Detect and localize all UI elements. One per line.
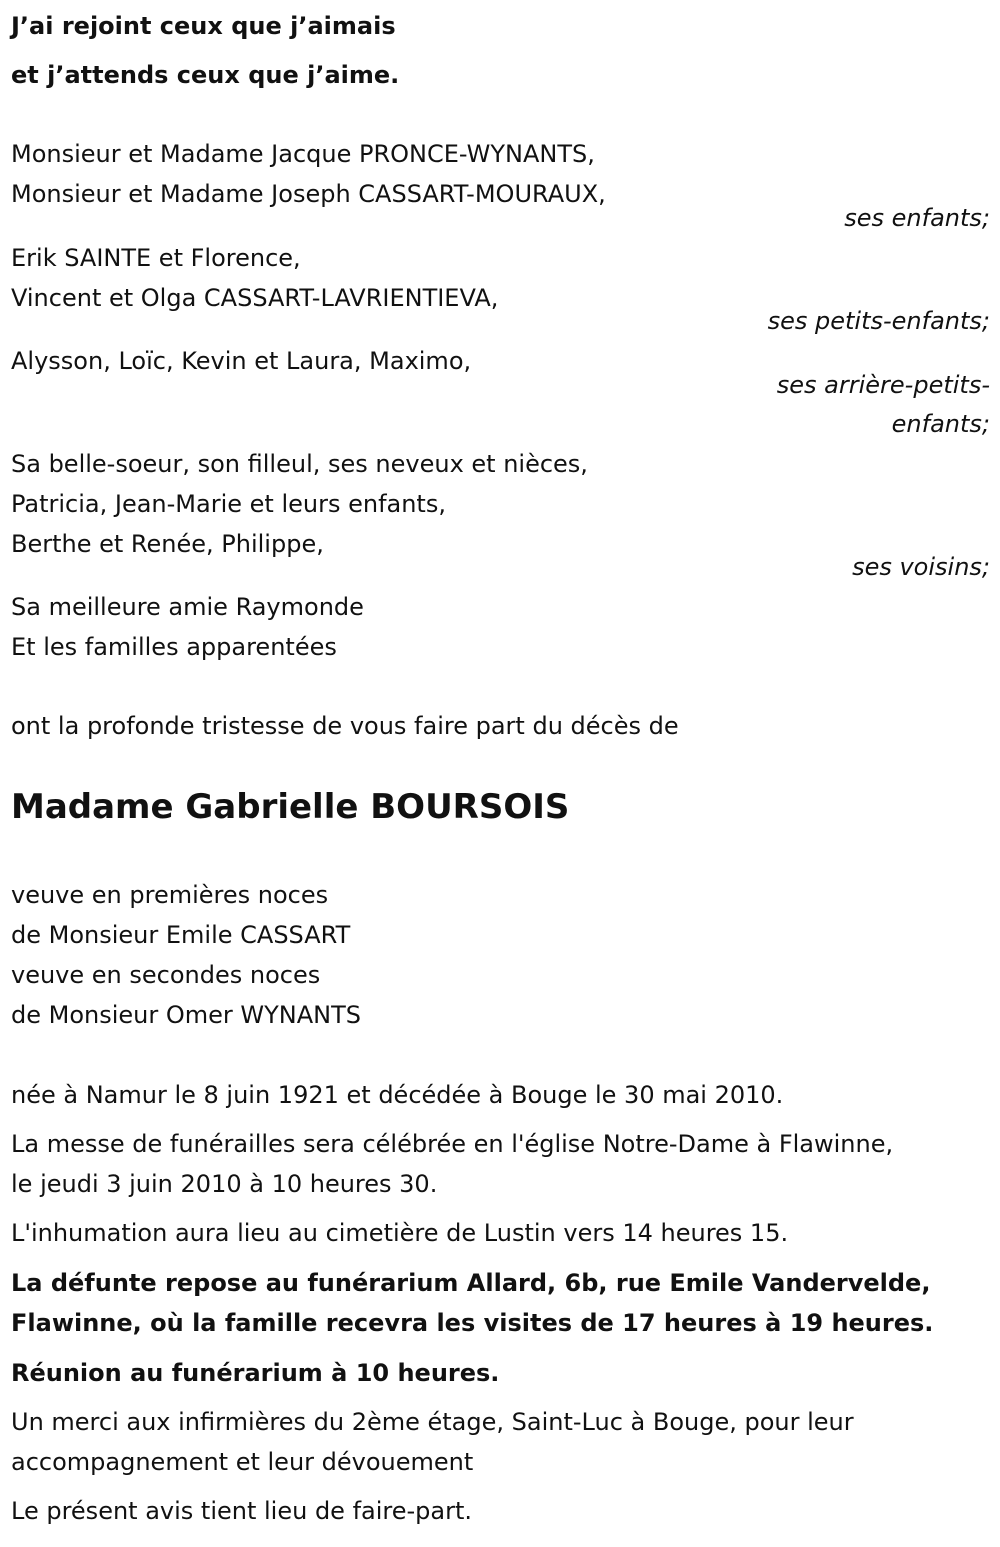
- widow-line-3: veuve en secondes noces: [11, 961, 321, 989]
- thanks-line-1: Un merci aux infirmières du 2ème étage, Saint-Luc à Bouge, pour leur: [11, 1408, 854, 1436]
- children-line-2: Monsieur et Madame Joseph CASSART-MOURAUX,: [11, 180, 606, 208]
- mass-line-2: le jeudi 3 juin 2010 à 10 heures 30.: [11, 1170, 438, 1198]
- meeting: Réunion au funérarium à 10 heures.: [11, 1359, 500, 1387]
- friends-line-2: Et les familles apparentées: [11, 633, 337, 661]
- thanks-line-2: accompagnement et leur dévouement: [11, 1448, 474, 1476]
- mass-line-1: La messe de funérailles sera célébrée en l'église Notre-Dame à Flawinne,: [11, 1130, 894, 1158]
- others-line-3: Berthe et Renée, Philippe,: [11, 530, 324, 558]
- great-grandchildren-line-1: Alysson, Loïc, Kevin et Laura, Maximo,: [11, 347, 472, 375]
- widow-line-1: veuve en premières noces: [11, 881, 329, 909]
- announcement: ont la profonde tristesse de vous faire part du décès de: [11, 712, 679, 740]
- grandchildren-role: ses petits-enfants;: [767, 307, 990, 335]
- epigraph-line-1: J’ai rejoint ceux que j’aimais: [11, 12, 396, 40]
- rest-line-2: Flawinne, où la famille recevra les visites de 17 heures à 19 heures.: [11, 1309, 934, 1337]
- others-line-2: Patricia, Jean-Marie et leurs enfants,: [11, 490, 446, 518]
- epigraph-line-2: et j’attends ceux que j’aime.: [11, 61, 400, 89]
- deceased-name: Madame Gabrielle BOURSOIS: [11, 787, 570, 827]
- others-line-1: Sa belle-soeur, son filleul, ses neveux et nièces,: [11, 450, 588, 478]
- great-grandchildren-role-2: enfants;: [891, 410, 990, 438]
- grandchildren-line-2: Vincent et Olga CASSART-LAVRIENTIEVA,: [11, 284, 499, 312]
- burial: L'inhumation aura lieu au cimetière de Lustin vers 14 heures 15.: [11, 1219, 789, 1247]
- rest-line-1: La défunte repose au funérarium Allard, 6b, rue Emile Vandervelde,: [11, 1269, 931, 1297]
- others-role: ses voisins;: [852, 553, 990, 581]
- grandchildren-line-1: Erik SAINTE et Florence,: [11, 244, 301, 272]
- friends-line-1: Sa meilleure amie Raymonde: [11, 593, 364, 621]
- notice: Le présent avis tient lieu de faire-part.: [11, 1497, 473, 1525]
- great-grandchildren-role-1: ses arrière-petits-: [776, 371, 990, 399]
- children-role: ses enfants;: [844, 204, 990, 232]
- birth-death: née à Namur le 8 juin 1921 et décédée à Bouge le 30 mai 2010.: [11, 1081, 784, 1109]
- widow-line-4: de Monsieur Omer WYNANTS: [11, 1001, 362, 1029]
- children-line-1: Monsieur et Madame Jacque PRONCE-WYNANTS,: [11, 140, 595, 168]
- widow-line-2: de Monsieur Emile CASSART: [11, 921, 351, 949]
